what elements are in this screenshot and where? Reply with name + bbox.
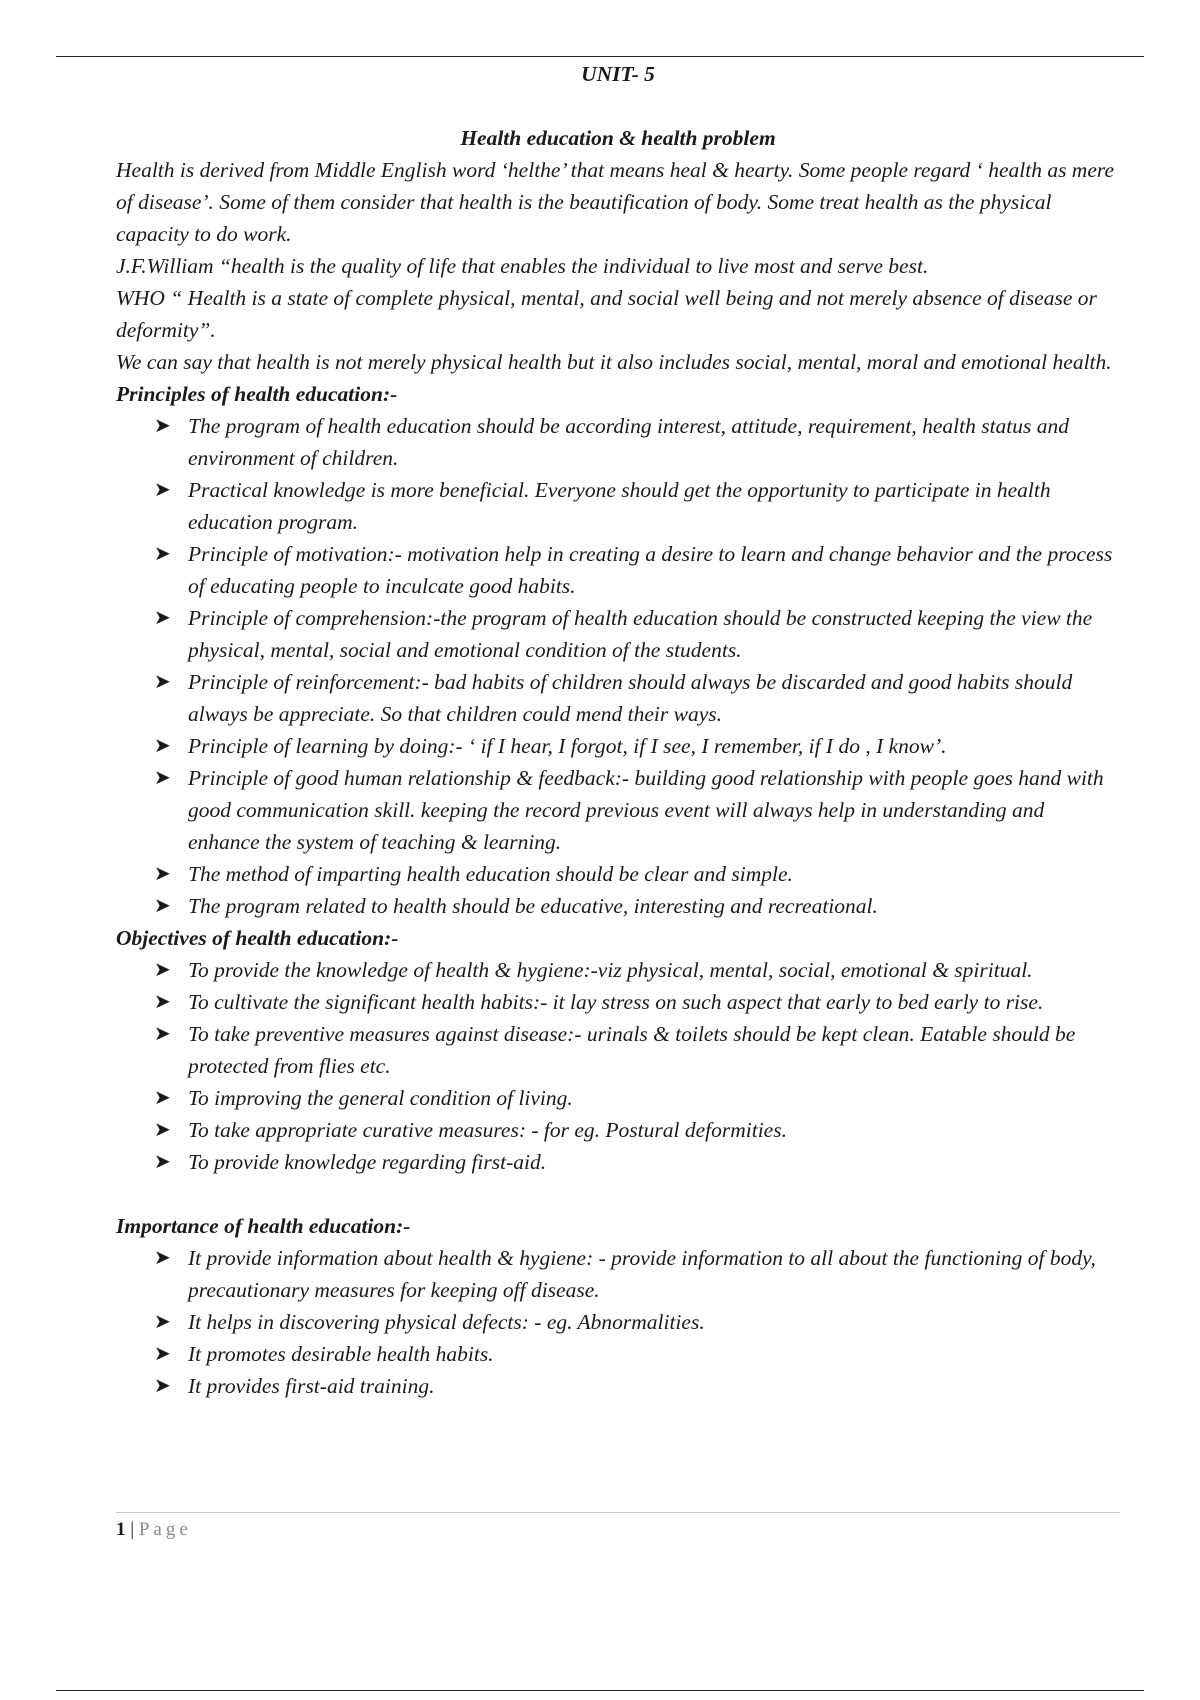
objectives-list: [116, 954, 1120, 1178]
list-item: ➤ It promotes desirable health habits.: [116, 1338, 1120, 1370]
arrowhead-bullet-icon: ➤: [154, 1023, 171, 1045]
arrowhead-bullet-icon: ➤: [154, 543, 171, 565]
document-page: [116, 58, 1120, 1402]
arrowhead-bullet-icon: ➤: [154, 1247, 171, 1269]
arrowhead-bullet-icon: ➤: [154, 479, 171, 501]
arrowhead-bullet-icon: ➤: [154, 767, 171, 789]
footer-separator: |: [125, 1519, 139, 1540]
list-item: ➤ It provide information about health & hygiene: - provide information to all about the functioning of body, precautionary measures for keeping off disease.: [116, 1242, 1120, 1306]
arrowhead-bullet-icon: ➤: [154, 415, 171, 437]
intro-paragraph: We can say that health is not merely physical health but it also includes social, mental, moral and emotional health.: [116, 350, 1112, 374]
intro-paragraph: WHO “ Health is a state of complete physical, mental, and social well being and not merely absence of disease or deformity”.: [116, 286, 1097, 342]
list-item: ➤ Principle of reinforcement:- bad habits of children should always be discarded and good habits should always be appreciate. So that children could mend their ways.: [116, 666, 1120, 730]
principles-list: [116, 410, 1120, 922]
list-item: ➤ Principle of learning by doing:- ‘ if I hear, I forgot, if I see, I remember, if I do , I know’.: [116, 730, 1120, 762]
arrowhead-bullet-icon: ➤: [154, 607, 171, 629]
arrowhead-bullet-icon: ➤: [154, 735, 171, 757]
arrowhead-bullet-icon: ➤: [154, 959, 171, 981]
list-item: ➤ The program related to health should be educative, interesting and recreational.: [116, 890, 1120, 922]
intro-paragraph: J.F.William “health is the quality of life that enables the individual to live most and serve best.: [116, 254, 929, 278]
arrowhead-bullet-icon: ➤: [154, 671, 171, 693]
arrowhead-bullet-icon: ➤: [154, 1311, 171, 1333]
importance-list: [116, 1242, 1120, 1402]
list-item: ➤ Principle of motivation:- motivation help in creating a desire to learn and change behavior and the process of educating people to inculcate good habits.: [116, 538, 1120, 602]
intro-paragraph: Health is derived from Middle English word ‘helthe’ that means heal & hearty. Some people regard ‘ health as mere of disease’. Some of them consider that health is the beautification of body. Some treat health as the physical capacity to do work.: [116, 158, 1114, 246]
list-item: ➤ To provide the knowledge of health & hygiene:-viz physical, mental, social, emotional & spiritual.: [116, 954, 1120, 986]
list-item: ➤ The program of health education should be according interest, attitude, requirement, health status and environment of children.: [116, 410, 1120, 474]
importance-heading: Importance of health education:-: [116, 1214, 411, 1238]
list-item: ➤ The method of imparting health education should be clear and simple.: [116, 858, 1120, 890]
list-item: ➤ Principle of comprehension:-the program of health education should be constructed keeping the view the physical, mental, social and emotional condition of the students.: [116, 602, 1120, 666]
list-item: ➤ It helps in discovering physical defects: - eg. Abnormalities.: [116, 1306, 1120, 1338]
unit-label: UNIT- 5: [581, 62, 655, 86]
arrowhead-bullet-icon: ➤: [154, 991, 171, 1013]
list-item: ➤ To take preventive measures against disease:- urinals & toilets should be kept clean. Eatable should be protected from flies etc.: [116, 1018, 1120, 1082]
list-item: ➤ Practical knowledge is more beneficial. Everyone should get the opportunity to participate in health education program.: [116, 474, 1120, 538]
list-item: ➤ To provide knowledge regarding first-aid.: [116, 1146, 1120, 1178]
arrowhead-bullet-icon: ➤: [154, 1119, 171, 1141]
arrowhead-bullet-icon: ➤: [154, 1343, 171, 1365]
list-item: ➤ It provides first-aid training.: [116, 1370, 1120, 1402]
arrowhead-bullet-icon: ➤: [154, 863, 171, 885]
top-rule: [56, 56, 1144, 57]
page-title: Health education & health problem: [460, 126, 776, 150]
arrowhead-bullet-icon: ➤: [154, 1087, 171, 1109]
list-item: ➤ Principle of good human relationship & feedback:- building good relationship with people goes hand with good communication skill. keeping the record previous event will always help in understanding and enhance the system of teaching & learning.: [116, 762, 1120, 858]
page-label: Page: [138, 1519, 192, 1540]
principles-heading: Principles of health education:-: [116, 382, 398, 406]
objectives-heading: Objectives of health education:-: [116, 926, 399, 950]
page-number: 1: [116, 1519, 126, 1540]
list-item: ➤ To cultivate the significant health habits:- it lay stress on such aspect that early to bed early to rise.: [116, 986, 1120, 1018]
arrowhead-bullet-icon: ➤: [154, 895, 171, 917]
arrowhead-bullet-icon: ➤: [154, 1375, 171, 1397]
list-item: ➤ To take appropriate curative measures: - for eg. Postural deformities.: [116, 1114, 1120, 1146]
bottom-rule: [56, 1690, 1144, 1691]
page-footer: [116, 1512, 1120, 1541]
list-item: ➤ To improving the general condition of living.: [116, 1082, 1120, 1114]
arrowhead-bullet-icon: ➤: [154, 1151, 171, 1173]
